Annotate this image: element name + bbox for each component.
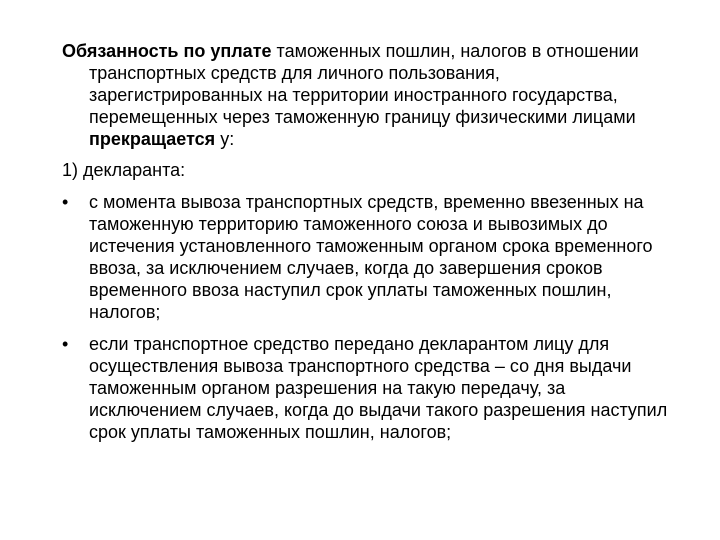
intro-middle: таможенных пошлин, налогов в отношении транспортных средств для личного пользования, зарегистрированных на территории иностранного государства, перемещенных через таможенную границу физическими лицами (89, 41, 639, 127)
intro-tail: у: (215, 129, 235, 149)
subject-line: 1) декларанта: (62, 160, 186, 180)
intro-paragraph (62, 40, 674, 150)
bullet-item-1 (62, 191, 674, 323)
intro-bold-start: Обязанность по уплате (62, 41, 272, 61)
bullet-symbol: • (62, 192, 69, 212)
bullet-text: если транспортное средство передано декларантом лицу для осуществления вывоза транспортного средства – со дня выдачи таможенным органом разрешения на такую передачу, за исключением случаев, когда до выдачи такого разрешения наступил срок уплаты таможенных пошлин, налогов; (89, 334, 668, 442)
bullet-symbol: • (62, 334, 69, 354)
bullet-item-2 (62, 333, 674, 443)
intro-bold-end: прекращается (89, 129, 216, 149)
slide-body (62, 40, 674, 453)
bullet-text: с момента вывоза транспортных средств, временно ввезенных на таможенную территорию таможенного союза и вывозимых до истечения установленного таможенным органом срока временного ввоза, за исключением случаев, когда до завершения сроков временного ввоза наступил срок уплаты таможенных пошлин, налогов; (89, 192, 653, 322)
